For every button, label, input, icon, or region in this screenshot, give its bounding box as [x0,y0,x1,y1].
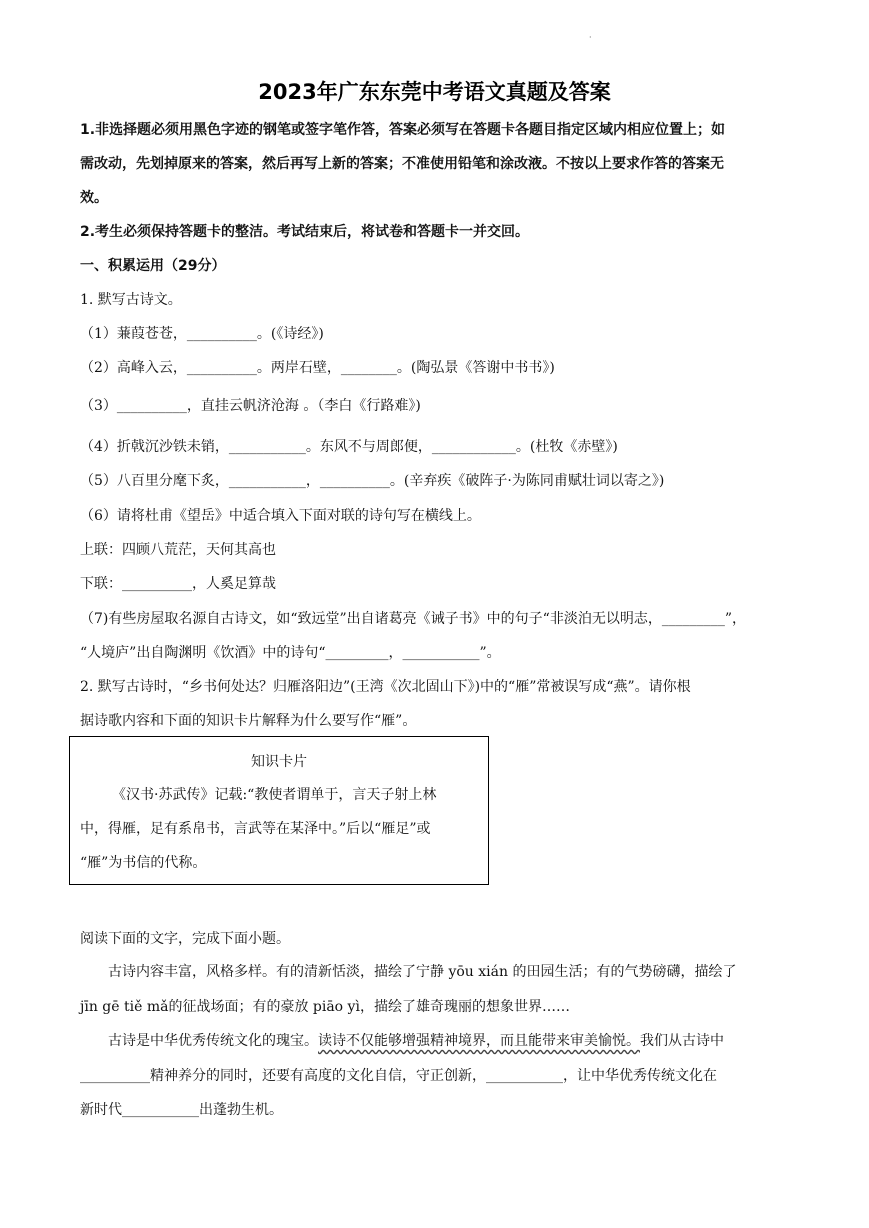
knowledge-card-line-3: “雁”为书信的代称。 [80,855,207,871]
q1-item-4: （4）折戟沉沙铁未销，___________。东风不与周郎便，____________。(杜牧《赤壁》) [80,439,618,455]
notice-line-4: 2.考生必须保持答题卡的整洁。考试结束后，将试卷和答题卡一并交回。 [80,224,530,240]
wavy-underlined-sentence: 读诗不仅能够增强精神境界，而且能带来审美愉悦。 [318,1033,640,1049]
knowledge-card-title: 知识卡片 [251,754,307,770]
reading-p1-line-2: jīn gē tiě mǎ的征战场面；有的豪放 piāo yì，描绘了雄奇瑰丽的想象世界…… [80,999,570,1015]
page-title: 2023年广东东莞中考语文真题及答案 [258,80,611,104]
knowledge-card-line-1: 《汉书·苏武传》记载:“教使者谓单于，言天子射上林 [112,787,437,803]
q1-item-7-line-1: （7)有些房屋取名源自古诗文，如“致远堂”出自诸葛亮《诫子书》中的句子“非淡泊无以明志，_________”， [80,611,746,627]
reading-p2-start: 古诗是中华优秀传统文化的瑰宝。 [108,1033,318,1049]
knowledge-card [69,736,489,885]
q2-line-2: 据诗歌内容和下面的知识卡片解释为什么要写作“雁”。 [80,713,417,729]
header-mark: · [589,33,592,42]
q1-item-1: （1）蒹葭苍苍，__________。(《诗经》) [80,326,324,342]
q2-line-1: 2. 默写古诗时，“乡书何处达？归雁洛阳边”(王湾《次北固山下》)中的“雁”常被误写成“燕”。请你根 [80,679,691,695]
reading-p2-line-3: 新时代___________出蓬勃生机。 [80,1102,283,1118]
reading-p2-line-2: __________精神养分的同时，还要有高度的文化自信，守正创新，___________，让中华优秀传统文化在 [80,1068,717,1084]
q1-item-5: （5）八百里分麾下炙，___________，__________。(辛弃疾《破阵子·为陈同甫赋壮词以寄之》) [80,473,665,489]
couplet-lower: 下联：__________，人奚足算哉 [80,576,276,592]
q1-item-3: （3）__________，直挂云帆济沧海 。（李白《行路难》) [80,398,421,414]
reading-p2-end: 我们从古诗中 [640,1033,724,1049]
reading-p2-line-1 [108,1031,724,1051]
section-heading: 一、积累运用（29分） [80,258,226,274]
couplet-upper: 上联：四顾八荒茫，天何其高也 [80,542,276,558]
q1-item-6: （6）请将杜甫《望岳》中适合填入下面对联的诗句写在横线上。 [80,508,481,524]
notice-line-2: 需改动，先划掉原来的答案，然后再写上新的答案；不准使用铅笔和涂改液。不按以上要求作答的答案无 [80,156,724,172]
q1-item-7-line-2: “人境庐”出自陶渊明《饮酒》中的诗句“_________，___________”。 [80,645,501,661]
q1-item-2: （2）高峰入云，__________。两岸石壁，________。(陶弘景《答谢中书书》) [80,360,555,376]
reading-p1-line-1: 古诗内容丰富，风格多样。有的清新恬淡，描绘了宁静 yōu xián 的田园生活；有的气势磅礴，描绘了 [108,964,737,980]
notice-line-1: 1.非选择题必须用黑色字迹的钢笔或签字笔作答，答案必须写在答题卡各题目指定区域内相应位置上；如 [80,122,726,138]
reading-intro: 阅读下面的文字，完成下面小题。 [80,931,290,947]
notice-line-3: 效。 [80,190,108,206]
knowledge-card-line-2: 中，得雁，足有系帛书，言武等在某泽中。”后以“雁足”或 [80,821,431,837]
q1-stem: 1. 默写古诗文。 [80,292,182,308]
